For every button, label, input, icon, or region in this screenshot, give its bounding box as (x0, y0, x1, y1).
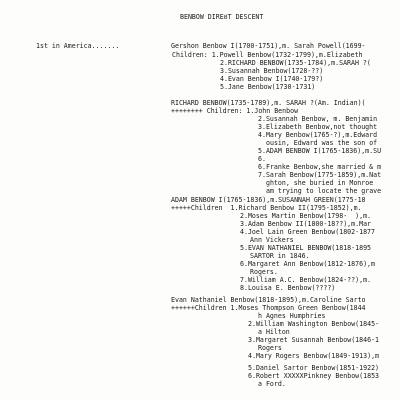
text-line: 3.Elizabeth Benbow,not thought (258, 123, 378, 131)
text-line: 7.Sarah Benbow(1775-1859),m.Nat (258, 171, 382, 179)
text-line: ousin, Edward was the son of (266, 139, 378, 147)
text-line: 4.Joel Lain Green Benbow(1802-1877 (240, 228, 375, 236)
text-line: 8.Louisa E. Benbow(????) (240, 284, 336, 292)
text-line: 5.EVAN NATHANIEL BENBOW(1818-1895 (240, 244, 372, 252)
text-line: ADAM BENBOW I(1765-1836),m.SUSANNAH GREEN(1775-18 (171, 196, 366, 204)
text-line: 3.Adam Benbow II(1800-18??),m.Mar (240, 220, 372, 228)
text-line: SARTOR in 1846. (250, 252, 310, 260)
document-title: BENBOW DIREȢT DESCENT (180, 13, 264, 21)
text-line: Rogers (258, 344, 282, 352)
text-line: 5.Daniel Sartor Benbow(1851-1922) (248, 364, 380, 372)
text-line: a Hilton (258, 328, 290, 336)
text-line: 4.Mary Benbow(1765-?),m.Edward (258, 131, 378, 139)
text-line: 5.Jane Benbow(1730-1731) (220, 83, 316, 91)
text-line: 6.Robert XXXXXPinkney Benbow(1853 (248, 372, 380, 380)
text-line: ++++++++ Children: 1.John Benbow (171, 107, 299, 115)
text-line: ++++++Children 1.Moses Thompson Green Benbow(1844 (171, 304, 366, 312)
text-line: 1st in America....... (36, 42, 120, 50)
text-line: h Agnes Humphries (258, 312, 326, 320)
text-line: Gershon Benbow I(1700-1751),m. Sarah Powell(1699- (171, 42, 366, 50)
text-line: 2.RICHARD BENBOW(1735-1784),m.SARAH ?( (220, 59, 371, 67)
text-line: +++++Children 1.Richard Benbow II(1795-1852),m. (171, 204, 362, 212)
text-line: 6. (258, 155, 266, 163)
text-line: am trying to locate the grave (266, 187, 382, 195)
text-line: ghton, she buried in Monroe (266, 179, 374, 187)
text-line: RICHARD BENBOW(1735-1789),m. SARAH ?(Am. Indian)( (171, 99, 366, 107)
text-line: 6.Franke Benbow,she married & m (258, 163, 382, 171)
text-line: 5.ADAM BENBOW I(1765-1836),m.SU (258, 147, 382, 155)
text-line: 3.Margaret Susannah Benbow(1846-1 (248, 336, 380, 344)
text-line: Ann Vickers (250, 236, 294, 244)
text-line: 2.Susannah Benbow, m. Benjamin (258, 115, 378, 123)
text-line: Rogers. (250, 268, 278, 276)
text-line: 4.Evan Benbow I(1740-179?) (220, 75, 324, 83)
text-line: 6.Margaret Ann Benbow(1812-1876),m (240, 260, 375, 268)
text-line: 2.Moses Martin Benbow(1798- ),m. (240, 212, 372, 220)
text-line: Evan Nathaniel Benbow(1818-1895),m.Caroline Sarto (171, 296, 366, 304)
text-line: 2.William Washington Benbow(1845- (248, 320, 380, 328)
text-line: 3.Susannah Benbow(1728-??) (220, 67, 324, 75)
text-line: Children: 1.Powell Benbow(1732-1799),m.Elizabeth (172, 51, 363, 59)
text-line: a Ford. (258, 380, 286, 388)
text-line: 7.William A.C. Benbow(1824-??),m. (240, 276, 372, 284)
text-line: 4.Mary Rogers Benbow(1849-1913),m (248, 352, 380, 360)
